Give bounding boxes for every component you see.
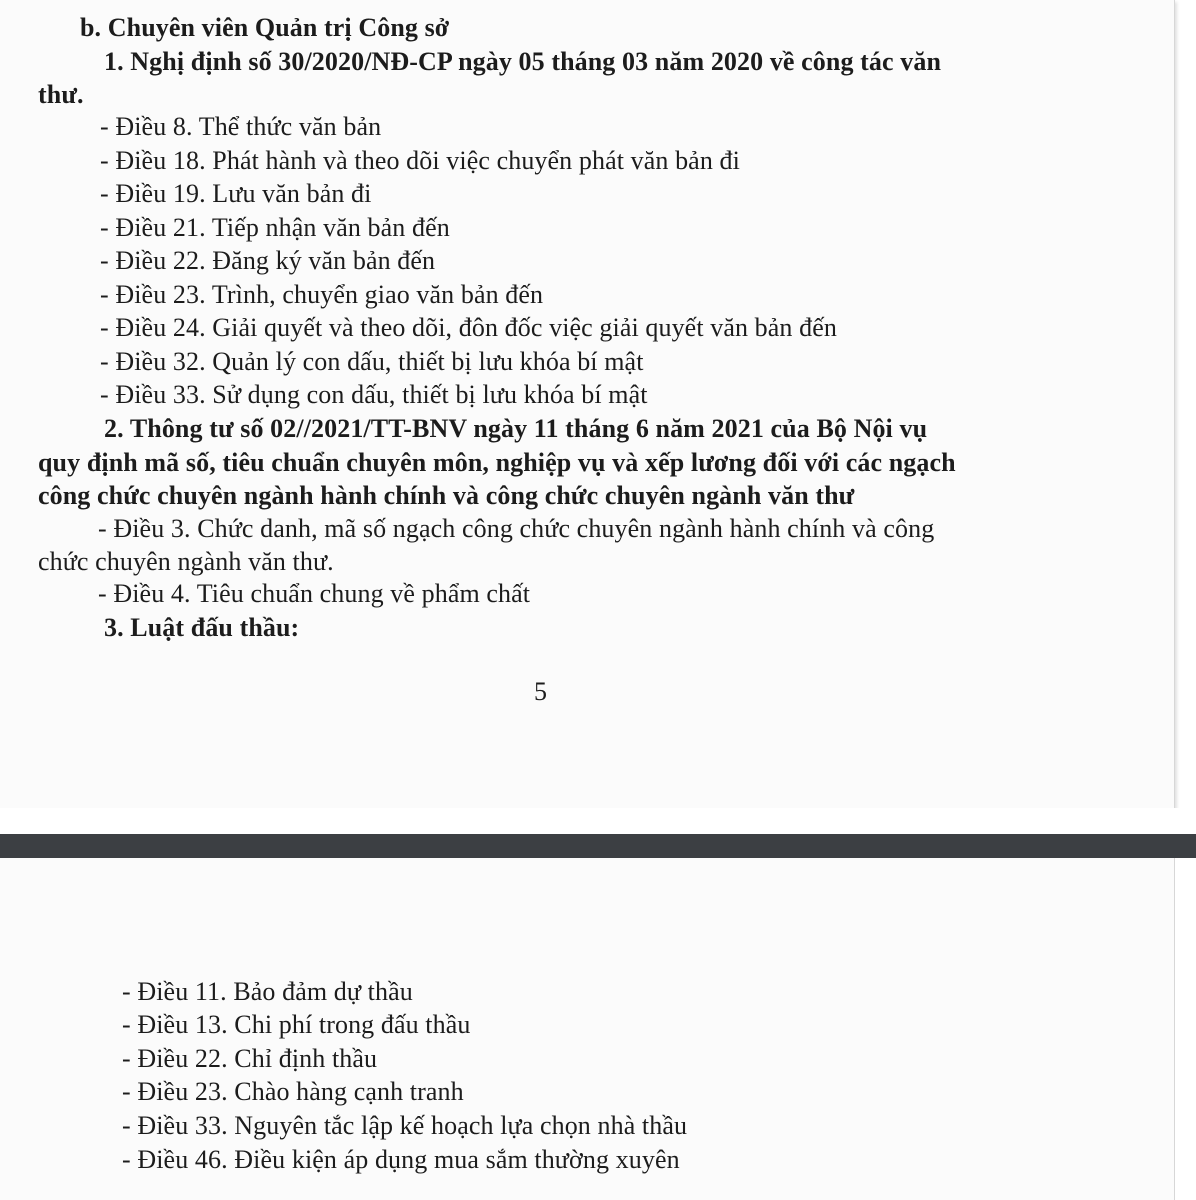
item-3-title: 3. Luật đấu thầu: <box>104 613 300 642</box>
list-item-continuation: chức chuyên ngành văn thư. <box>38 547 334 576</box>
list-item: - Điều 32. Quản lý con dấu, thiết bị lưu khóa bí mật <box>100 347 644 376</box>
item-1-title-line-2: thư. <box>38 80 84 109</box>
list-item: - Điều 33. Sử dụng con dấu, thiết bị lưu khóa bí mật <box>100 380 648 409</box>
list-item: - Điều 22. Chỉ định thầu <box>122 1044 378 1073</box>
list-item: - Điều 24. Giải quyết và theo dõi, đôn đốc việc giải quyết văn bản đến <box>100 313 837 342</box>
list-item: - Điều 11. Bảo đảm dự thầu <box>122 977 413 1006</box>
list-item: - Điều 23. Chào hàng cạnh tranh <box>122 1077 464 1106</box>
list-item: - Điều 19. Lưu văn bản đi <box>100 179 372 208</box>
document-page-6 <box>0 858 1175 1200</box>
list-item: - Điều 23. Trình, chuyển giao văn bản đến <box>100 280 544 309</box>
page-number: 5 <box>534 677 547 706</box>
page-separator <box>0 834 1196 858</box>
item-2-title-line-1: 2. Thông tư số 02//2021/TT-BNV ngày 11 tháng 6 năm 2021 của Bộ Nội vụ <box>104 414 928 443</box>
item-1-title-line-1: 1. Nghị định số 30/2020/NĐ-CP ngày 05 tháng 03 năm 2020 về công tác văn <box>104 47 942 76</box>
list-item: - Điều 21. Tiếp nhận văn bản đến <box>100 213 450 242</box>
list-item: - Điều 4. Tiêu chuẩn chung về phẩm chất <box>98 579 531 608</box>
item-2-title-line-2: quy định mã số, tiêu chuẩn chuyên môn, nghiệp vụ và xếp lương đối với các ngạch <box>38 448 956 477</box>
list-item: - Điều 46. Điều kiện áp dụng mua sắm thường xuyên <box>122 1145 680 1174</box>
section-heading: b. Chuyên viên Quản trị Công sở <box>80 13 450 42</box>
list-item: - Điều 33. Nguyên tắc lập kế hoạch lựa chọn nhà thầu <box>122 1111 688 1140</box>
list-item: - Điều 3. Chức danh, mã số ngạch công chức chuyên ngành hành chính và công <box>98 514 935 543</box>
list-item: - Điều 8. Thể thức văn bản <box>100 112 382 141</box>
page-gap <box>0 808 1196 834</box>
list-item: - Điều 13. Chi phí trong đấu thầu <box>122 1010 471 1039</box>
item-2-title-line-3: công chức chuyên ngành hành chính và công chức chuyên ngành văn thư <box>38 481 855 510</box>
list-item: - Điều 18. Phát hành và theo dõi việc chuyển phát văn bản đi <box>100 146 740 175</box>
list-item: - Điều 22. Đăng ký văn bản đến <box>100 246 436 275</box>
